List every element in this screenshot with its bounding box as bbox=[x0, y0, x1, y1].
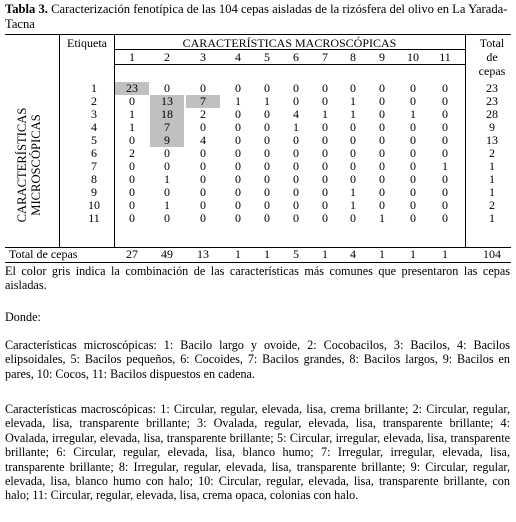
table-cell: 0 bbox=[200, 159, 206, 173]
row-total: 23 bbox=[486, 81, 498, 95]
table-cell: 0 bbox=[235, 107, 241, 121]
micro-legend: Características microscópicas: 1: Bacilo largo y ovoide, 2: Cocobacilos, 3: Bacilos, 4: Bacilos elipsoidales, 5: Bacilos pequeños, 6: Cocoides, 7: Bacilos grandes, 8: Bacilos largos, 9: Bacilos en pares, 10: Cocos, 11: Bacilos dispuestos en cadena. bbox=[5, 338, 510, 381]
table-cell: 0 bbox=[379, 159, 385, 173]
table-cell: 2 bbox=[200, 107, 206, 121]
table-cell: 4 bbox=[200, 133, 206, 147]
totals-cell: 1 bbox=[442, 247, 448, 261]
macro-header: CARACTERÍSTICAS MACROSCÓPICAS bbox=[182, 36, 397, 50]
total-header-line: Total bbox=[479, 36, 505, 50]
table-cell: 1 bbox=[129, 120, 135, 134]
table-cell: 0 bbox=[235, 81, 241, 95]
table-cell: 1 bbox=[410, 107, 416, 121]
table-cell: 0 bbox=[322, 198, 328, 212]
table-cell: 0 bbox=[293, 211, 299, 225]
table-cell: 0 bbox=[410, 133, 416, 147]
table-cell: 0 bbox=[129, 133, 135, 147]
column-header: 4 bbox=[235, 50, 241, 64]
table-cell: 0 bbox=[410, 159, 416, 173]
table-caption bbox=[5, 2, 510, 32]
totals-cell: 1 bbox=[322, 247, 328, 261]
table-cell: 0 bbox=[235, 172, 241, 186]
row-total: 2 bbox=[489, 146, 495, 160]
table-cell: 0 bbox=[235, 211, 241, 225]
table-cell: 0 bbox=[264, 81, 270, 95]
row-label: 2 bbox=[91, 94, 97, 108]
row-label: 10 bbox=[88, 198, 100, 212]
table-cell: 0 bbox=[293, 159, 299, 173]
table-cell: 0 bbox=[235, 133, 241, 147]
left-divider bbox=[59, 34, 60, 248]
donde-label: Donde: bbox=[5, 310, 41, 324]
table-cell: 0 bbox=[379, 185, 385, 199]
row-total: 13 bbox=[486, 133, 498, 147]
table-cell: 0 bbox=[322, 81, 328, 95]
table-cell: 0 bbox=[410, 211, 416, 225]
column-header-rule bbox=[114, 64, 465, 65]
table-cell: 0 bbox=[164, 81, 170, 95]
table-cell: 0 bbox=[129, 185, 135, 199]
table-cell: 0 bbox=[200, 120, 206, 134]
table-cell: 1 bbox=[322, 107, 328, 121]
row-label: 6 bbox=[91, 146, 97, 160]
table-cell: 0 bbox=[442, 107, 448, 121]
micro-header-line-2: MICROSCÓPICAS bbox=[29, 114, 43, 216]
row-label: 8 bbox=[91, 172, 97, 186]
table-cell: 0 bbox=[235, 120, 241, 134]
table-cell: 0 bbox=[200, 198, 206, 212]
table-cell: 13 bbox=[161, 94, 173, 108]
table-cell: 0 bbox=[322, 133, 328, 147]
table-cell: 0 bbox=[442, 185, 448, 199]
table-cell: 0 bbox=[350, 133, 356, 147]
table-cell: 0 bbox=[200, 81, 206, 95]
table-cell: 0 bbox=[379, 107, 385, 121]
row-label: 1 bbox=[91, 81, 97, 95]
table-cell: 0 bbox=[379, 81, 385, 95]
table-cell: 1 bbox=[379, 211, 385, 225]
row-total: 1 bbox=[489, 211, 495, 225]
column-header: 8 bbox=[350, 50, 356, 64]
totals-cell: 27 bbox=[126, 247, 138, 261]
table-cell: 0 bbox=[200, 185, 206, 199]
table-cell: 0 bbox=[410, 146, 416, 160]
micro-header-line-1: CARACTERÍSTICAS bbox=[15, 107, 29, 223]
row-label: 4 bbox=[91, 120, 97, 134]
row-total: 2 bbox=[489, 198, 495, 212]
column-header: 3 bbox=[200, 50, 206, 64]
table-cell: 0 bbox=[410, 81, 416, 95]
total-divider bbox=[465, 34, 466, 248]
table-cell: 0 bbox=[235, 185, 241, 199]
table-bottom-rule bbox=[5, 262, 511, 263]
table-cell: 0 bbox=[379, 94, 385, 108]
table-cell: 0 bbox=[322, 185, 328, 199]
table-cell: 0 bbox=[410, 185, 416, 199]
table-cell: 0 bbox=[200, 211, 206, 225]
row-total: 23 bbox=[486, 94, 498, 108]
table-cell: 0 bbox=[293, 146, 299, 160]
table-cell: 0 bbox=[293, 198, 299, 212]
row-label: 9 bbox=[91, 185, 97, 199]
phenotype-table bbox=[5, 34, 511, 264]
totals-cell: 13 bbox=[197, 247, 209, 261]
column-header: 11 bbox=[439, 50, 451, 64]
table-cell: 0 bbox=[442, 211, 448, 225]
row-total: 1 bbox=[489, 185, 495, 199]
table-cell: 1 bbox=[235, 94, 241, 108]
total-header-line: de bbox=[486, 50, 498, 64]
table-cell: 1 bbox=[350, 185, 356, 199]
table-cell: 0 bbox=[264, 172, 270, 186]
row-label: 3 bbox=[91, 107, 97, 121]
table-cell: 0 bbox=[322, 211, 328, 225]
table-cell: 9 bbox=[164, 133, 170, 147]
table-cell: 0 bbox=[379, 198, 385, 212]
table-cell: 0 bbox=[164, 159, 170, 173]
table-cell: 0 bbox=[129, 172, 135, 186]
table-cell: 23 bbox=[126, 81, 138, 95]
table-cell: 1 bbox=[293, 120, 299, 134]
table-cell: 0 bbox=[442, 120, 448, 134]
table-cell: 18 bbox=[161, 107, 173, 121]
table-cell: 0 bbox=[350, 146, 356, 160]
column-header: 1 bbox=[129, 50, 135, 64]
table-cell: 0 bbox=[235, 198, 241, 212]
table-cell: 7 bbox=[164, 120, 170, 134]
table-cell: 0 bbox=[442, 81, 448, 95]
table-cell: 4 bbox=[293, 107, 299, 121]
table-cell: 0 bbox=[293, 172, 299, 186]
column-header: 9 bbox=[379, 50, 385, 64]
table-top-rule bbox=[5, 34, 511, 35]
table-cell: 1 bbox=[350, 107, 356, 121]
totals-cell: 49 bbox=[161, 247, 173, 261]
table-cell: 1 bbox=[164, 198, 170, 212]
table-cell: 7 bbox=[200, 94, 206, 108]
row-total: 1 bbox=[489, 159, 495, 173]
micro-header bbox=[7, 90, 51, 240]
table-cell: 0 bbox=[379, 120, 385, 134]
caption-label: Tabla 3. bbox=[5, 2, 48, 16]
table-cell: 0 bbox=[442, 172, 448, 186]
row-label: 11 bbox=[88, 211, 100, 225]
table-cell: 0 bbox=[379, 133, 385, 147]
table-cell: 0 bbox=[410, 198, 416, 212]
table-cell: 0 bbox=[129, 211, 135, 225]
table-cell: 0 bbox=[264, 211, 270, 225]
column-header: 2 bbox=[164, 50, 170, 64]
table-cell: 0 bbox=[350, 159, 356, 173]
table-cell: 0 bbox=[322, 159, 328, 173]
totals-cell: 1 bbox=[379, 247, 385, 261]
table-cell: 1 bbox=[350, 198, 356, 212]
table-cell: 0 bbox=[264, 185, 270, 199]
table-cell: 0 bbox=[293, 185, 299, 199]
table-cell: 0 bbox=[350, 172, 356, 186]
table-cell: 1 bbox=[264, 94, 270, 108]
row-total: 9 bbox=[489, 120, 495, 134]
table-cell: 0 bbox=[350, 120, 356, 134]
table-cell: 0 bbox=[293, 81, 299, 95]
table-cell: 0 bbox=[442, 146, 448, 160]
row-label: 5 bbox=[91, 133, 97, 147]
caption-text: Caracterización fenotípica de las 104 cepas aisladas de la rizósfera del olivo en La Yarada-Tacna bbox=[5, 2, 508, 31]
table-cell: 0 bbox=[264, 198, 270, 212]
table-cell: 0 bbox=[442, 94, 448, 108]
table-cell: 0 bbox=[129, 198, 135, 212]
table-cell: 0 bbox=[164, 185, 170, 199]
totals-cell: 4 bbox=[350, 247, 356, 261]
table-cell: 0 bbox=[442, 133, 448, 147]
table-cell: 0 bbox=[322, 94, 328, 108]
total-header-line: cepas bbox=[478, 64, 506, 78]
totals-cell: 1 bbox=[410, 247, 416, 261]
row-total: 28 bbox=[486, 107, 498, 121]
totals-cell: 1 bbox=[264, 247, 270, 261]
totals-cell: 5 bbox=[293, 247, 299, 261]
table-cell: 0 bbox=[322, 172, 328, 186]
table-cell: 0 bbox=[264, 107, 270, 121]
table-cell: 0 bbox=[410, 94, 416, 108]
table-cell: 0 bbox=[293, 94, 299, 108]
table-cell: 0 bbox=[442, 198, 448, 212]
table-cell: 2 bbox=[129, 146, 135, 160]
table-cell: 0 bbox=[379, 146, 385, 160]
table-cell: 0 bbox=[129, 159, 135, 173]
gray-note: El color gris indica la combinación de las características más comunes que presentaron las cepas aisladas. bbox=[5, 264, 510, 293]
table-cell: 0 bbox=[264, 146, 270, 160]
table-cell: 0 bbox=[350, 211, 356, 225]
table-cell: 0 bbox=[264, 133, 270, 147]
table-cell: 0 bbox=[129, 94, 135, 108]
macro-legend: Características macroscópicas: 1: Circular, regular, elevada, lisa, crema brillante; 2: Circular, regular, elevada, lisa, transparente brillante; 3: Ovalada, regular, elevada, lisa, transparente brillante; 4: Ovalada, irregular, elevada, lisa, transparente brillante; 5: Circular, irregular, elevada, lisa, transparente brillante; 6: Circular, regular, elevada, lisa, blanco humo; 7: Irregular, irregular, elevada, lisa, transparente brillante; 8: Irregular, regular, elevada, lisa, transparente brillante; 9: Circular, regular, elevada, lisa, blanco humo con halo; 10: Circular, regular, elevada, lisa, transparente brillante, con halo; 11: Circular, regular, elevada, lisa, crema opaca, colonias con halo. bbox=[5, 402, 510, 503]
column-header: 10 bbox=[407, 50, 419, 64]
table-cell: 0 bbox=[235, 146, 241, 160]
etiqueta-header: Etiqueta bbox=[67, 36, 107, 50]
table-cell: 0 bbox=[410, 120, 416, 134]
table-cell: 0 bbox=[322, 120, 328, 134]
table-cell: 0 bbox=[379, 172, 385, 186]
table-cell: 0 bbox=[350, 81, 356, 95]
table-cell: 1 bbox=[164, 172, 170, 186]
table-cell: 1 bbox=[129, 107, 135, 121]
table-cell: 0 bbox=[235, 159, 241, 173]
table-cell: 0 bbox=[322, 146, 328, 160]
label-divider bbox=[114, 34, 115, 248]
column-header: 5 bbox=[264, 50, 270, 64]
table-cell: 1 bbox=[442, 159, 448, 173]
column-header: 7 bbox=[322, 50, 328, 64]
table-cell: 0 bbox=[264, 159, 270, 173]
table-cell: 0 bbox=[293, 133, 299, 147]
table-cell: 0 bbox=[200, 146, 206, 160]
table-cell: 1 bbox=[350, 94, 356, 108]
column-header: 6 bbox=[293, 50, 299, 64]
grand-total: 104 bbox=[483, 247, 501, 261]
table-cell: 0 bbox=[410, 172, 416, 186]
table-cell: 0 bbox=[164, 146, 170, 160]
row-label: 7 bbox=[91, 159, 97, 173]
totals-row-label: Total de cepas bbox=[9, 247, 78, 261]
row-total: 1 bbox=[489, 172, 495, 186]
table-cell: 0 bbox=[264, 120, 270, 134]
table-cell: 0 bbox=[164, 211, 170, 225]
table-cell: 0 bbox=[200, 172, 206, 186]
totals-cell: 1 bbox=[235, 247, 241, 261]
